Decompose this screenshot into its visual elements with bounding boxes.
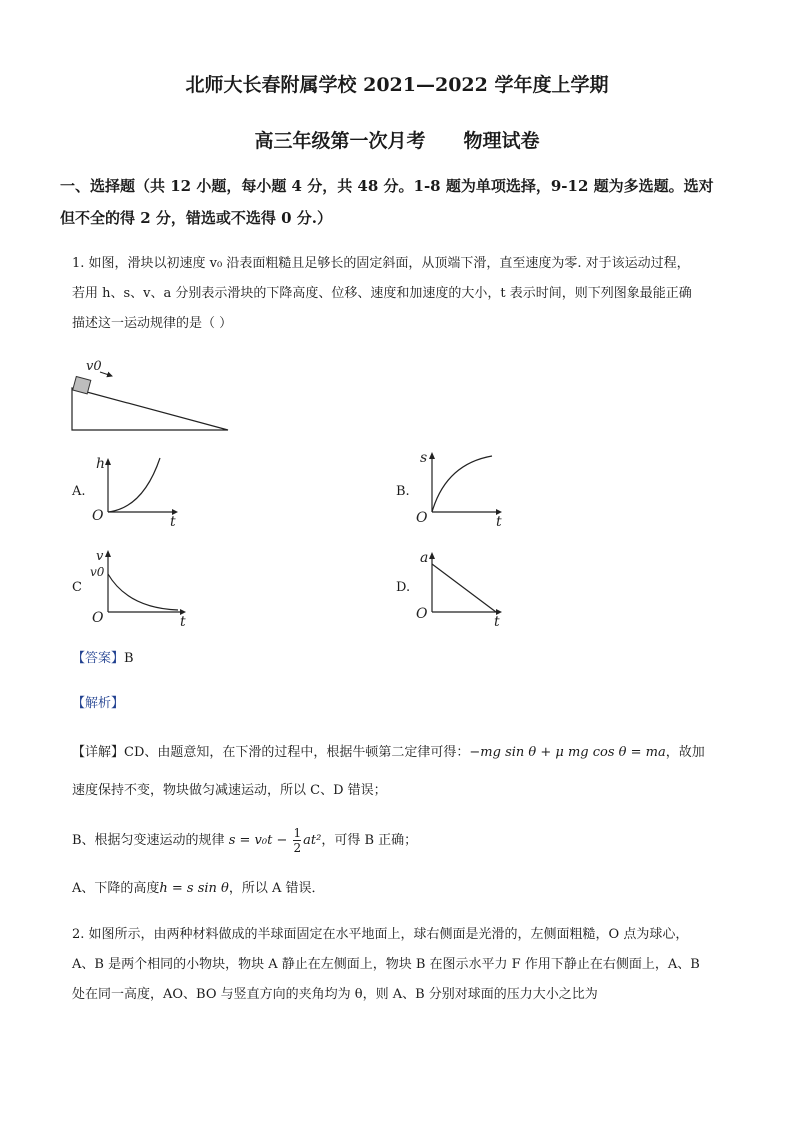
section-heading [60,170,740,234]
y-axis-label: v [96,549,104,564]
incline-slope [72,388,228,430]
curve-v [108,574,178,610]
analysis-tag: 【解析】 [72,696,125,711]
y-intercept-label: v0 [90,565,105,579]
y-axis-label: s [420,450,428,466]
fraction-half [293,826,301,855]
detail-text-1a: CD、由题意知，在下滑的过程中，根据牛顿第二定律可得： [124,745,470,760]
option-d-label[interactable]: D. [396,580,411,595]
x-axis-label: t [170,514,176,530]
fraction-denominator: 2 [293,841,302,855]
option-a-graph [88,450,188,530]
x-axis-label: t [496,514,502,530]
question-2-line3: 处在同一高度，AO、BO 与竖直方向的夹角均为 θ，则 A、B 分别对球面的压力大小之比为 [72,987,598,1002]
slider-block [73,376,91,393]
velocity-arrow [100,372,112,376]
question-2-text [72,920,740,1010]
kinematics-formula-b: at² [303,833,322,848]
answer-line [72,644,740,674]
curve-h [108,458,160,512]
question-2-line1: 2. 如图所示，由两种材料做成的半球面固定在水平地面上，球右侧面是光滑的，左侧面粗糙，O 点为球心， [72,927,689,942]
detail-text-3b: ，可得 B 正确； [321,833,418,848]
analysis-line [72,689,740,719]
origin-label: O [416,606,428,622]
exam-title: 北师大长春附属学校 2021—2022 学年度上学期 [185,74,609,96]
kinematics-formula-a: s = v₀t − [228,833,288,848]
question-2-line2: A、B 是两个相同的小物块，物块 A 静止在左侧面上，物块 B 在图示水平力 F 作用下静止在右侧面上，A、B [72,957,700,972]
option-a-label[interactable]: A. [72,484,86,499]
exam-subtitle: 高三年级第一次月考 物理试卷 [254,130,540,152]
section-heading-line1: 一、选择题（共 12 小题，每小题 4 分，共 48 分。1-8 题为单项选择，9-12 题为多选题。选对 [60,177,714,195]
detail-text-4a: A、下降的高度 [72,881,160,896]
curve-s [432,456,492,512]
option-b-label[interactable]: B. [396,484,410,499]
y-axis-label: h [96,456,106,472]
detail-line4 [72,874,740,904]
detail-line1 [72,738,740,768]
detail-line2: 速度保持不变，物块做匀减速运动，所以 C、D 错误； [72,783,387,798]
detail-text-3a: B、根据匀变速运动的规律 [72,833,225,848]
question-1-line3: 描述这一运动规律的是（ ） [72,316,233,331]
detail-line3 [72,826,740,856]
section-heading-line2: 但不全的得 2 分，错选或不选得 0 分.） [60,209,332,227]
answer-value: B [124,651,134,666]
option-d-graph [412,546,512,630]
option-c-label[interactable]: C [72,580,82,595]
question-1-line2: 若用 h、s、v、a 分别表示滑块的下降高度、位移、速度和加速度的大小，t 表示时间，则下列图象最能正确 [72,286,692,301]
detail-tag: 【详解】 [72,745,125,760]
question-1-line1: 1. 如图，滑块以初速度 v₀ 沿表面粗糙且足够长的固定斜面，从顶端下滑，直至速度为零. 对于该运动过程， [72,256,690,271]
incline-figure [60,358,240,438]
fraction-numerator: 1 [293,826,302,840]
origin-label: O [92,508,104,524]
newton-formula: −mg sin θ + μ mg cos θ = ma [469,745,666,760]
detail-text-4b: ，所以 A 错误． [228,881,325,896]
option-c-graph [88,546,198,630]
origin-label: O [416,510,428,526]
x-axis-label: t [494,614,500,630]
line-a [432,564,496,612]
y-axis-label: a [420,550,429,566]
detail-text-1b: ，故加 [665,745,705,760]
incline-v0-label: v0 [86,359,102,374]
height-formula: h = s sin θ [159,881,229,896]
option-b-graph [412,446,512,530]
question-1-text [72,249,740,339]
x-axis-label: t [180,614,186,630]
answer-tag: 【答案】 [72,651,125,666]
origin-label: O [92,610,104,626]
